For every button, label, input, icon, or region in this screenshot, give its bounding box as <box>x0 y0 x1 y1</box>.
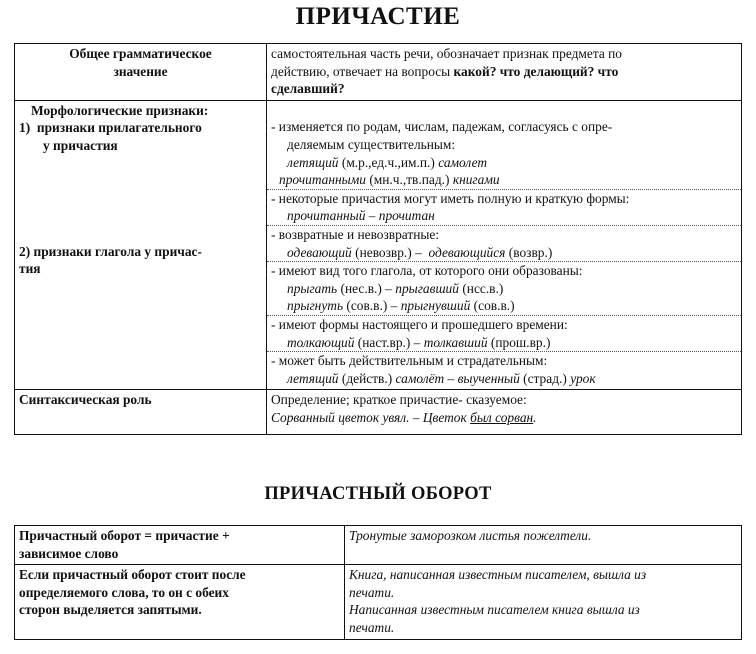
table-row-syntax <box>15 390 742 435</box>
general-meaning-text: самостоятельная часть речи, обозначает признак предмета по действию, отвечает на вопросы какой? что делающий? что сделавший? <box>267 44 742 101</box>
syntax-label: Синтаксическая роль <box>15 390 267 435</box>
section-title: ПРИЧАСТНЫЙ ОБОРОТ <box>264 484 492 504</box>
morphology-label: Морфологические признаки: 1) признаки прилагательного у причастия 2) признаки глагола у причас- тия <box>15 100 267 390</box>
punctuation-rule-examples: Книга, написанная известным писателем, вышла из печати. Написанная известным писателем книга вышла из печати. <box>345 565 742 639</box>
punctuation-rule-label: Если причастный оборот стоит после определяемого слова, то он с обеих сторон выделяется запятыми. <box>15 565 345 639</box>
table-row-general-meaning <box>15 44 742 101</box>
table-row-morphology <box>15 100 742 390</box>
syntax-text: Определение; краткое причастие- сказуемое: Сорванный цветок увял. – Цветок был сорван. <box>267 390 742 435</box>
participial-phrase-table <box>14 525 742 640</box>
participle-table <box>14 43 742 435</box>
table-row-punctuation-rule <box>15 565 742 639</box>
general-meaning-label: Общее грамматическое значение <box>15 44 267 101</box>
definition-example: Тронутые заморозком листья пожелтели. <box>345 526 742 565</box>
definition-label: Причастный оборот = причастие + зависимое слово <box>15 526 345 565</box>
table-row-definition <box>15 526 742 565</box>
page-title: ПРИЧАСТИЕ <box>295 3 461 30</box>
morphology-text: - изменяется по родам, числам, падежам, согласуясь с опре- деляемым существительным: летящий (м.р.,ед.ч.,им.п.) самолет прочитанными (мн.ч.,тв.пад.) книгами - некоторые причастия могут иметь полную и краткую формы: прочитанный – прочитан - возвратные и невозвратные: одевающий (невозвр.) – одевающийся (возвр.) - имеют вид того глагола, от которого они образованы: прыгать (нес.в.) – прыгавший (нсс.в.) прыгнуть (сов.в.) – прыгнувший (сов.в.) - имеют формы настоящего и прошедшего времени: толкающий (наст.вр.) – толкавший (прош.вр.) - может быть действительным и страдательным: летящий (действ.) самолёт – выученный (страд.) урок <box>267 100 742 390</box>
